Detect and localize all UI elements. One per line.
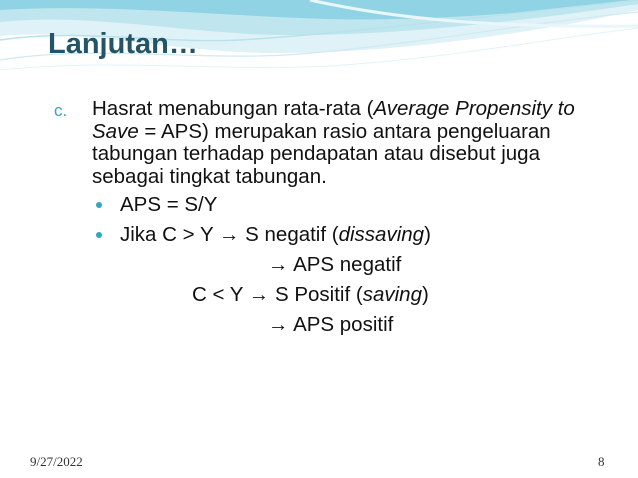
list-item <box>54 224 614 254</box>
definition-text-2: = APS) merupakan rasio antara pengeluaran tabungan terhadap pendapatan atau disebut juga sebagai tingkat tabungan. <box>92 119 551 188</box>
line-aps-negatif: → APS negatif <box>268 253 402 276</box>
list-item <box>54 284 614 314</box>
bullet-text-aps-formula: APS = S/Y <box>120 193 218 216</box>
dissaving-term-italic: dissaving <box>338 223 425 246</box>
bullet-text-dissaving <box>120 224 431 247</box>
definition-text-1: Hasrat menabungan rata-rata ( <box>92 97 374 120</box>
paragraph-aps-definition <box>92 98 614 188</box>
saving-close: ) <box>421 283 429 306</box>
list-item <box>54 254 614 284</box>
footer-date: 9/27/2022 <box>30 454 83 469</box>
bullet-dot-icon <box>96 202 102 208</box>
bullet-dot-icon <box>96 232 102 238</box>
saving-term-italic: saving <box>362 283 422 306</box>
list-item <box>54 194 614 224</box>
sub-list <box>54 194 614 344</box>
line-aps-positif: → APS positif <box>268 313 394 336</box>
dissaving-text: Jika C > Y → S negatif ( <box>120 223 339 246</box>
slide-body <box>54 98 614 344</box>
line-saving <box>192 284 429 307</box>
saving-text: C < Y → S Positif ( <box>192 283 363 306</box>
slide-title: Lanjutan… <box>48 28 198 60</box>
footer-page-number: 8 <box>598 454 605 469</box>
definition-term-italic: Average Propensity to Save <box>92 97 575 143</box>
list-marker-c: c. <box>54 101 68 120</box>
list-item-c <box>54 98 614 188</box>
list-item <box>54 314 614 344</box>
dissaving-close: ) <box>424 223 431 246</box>
